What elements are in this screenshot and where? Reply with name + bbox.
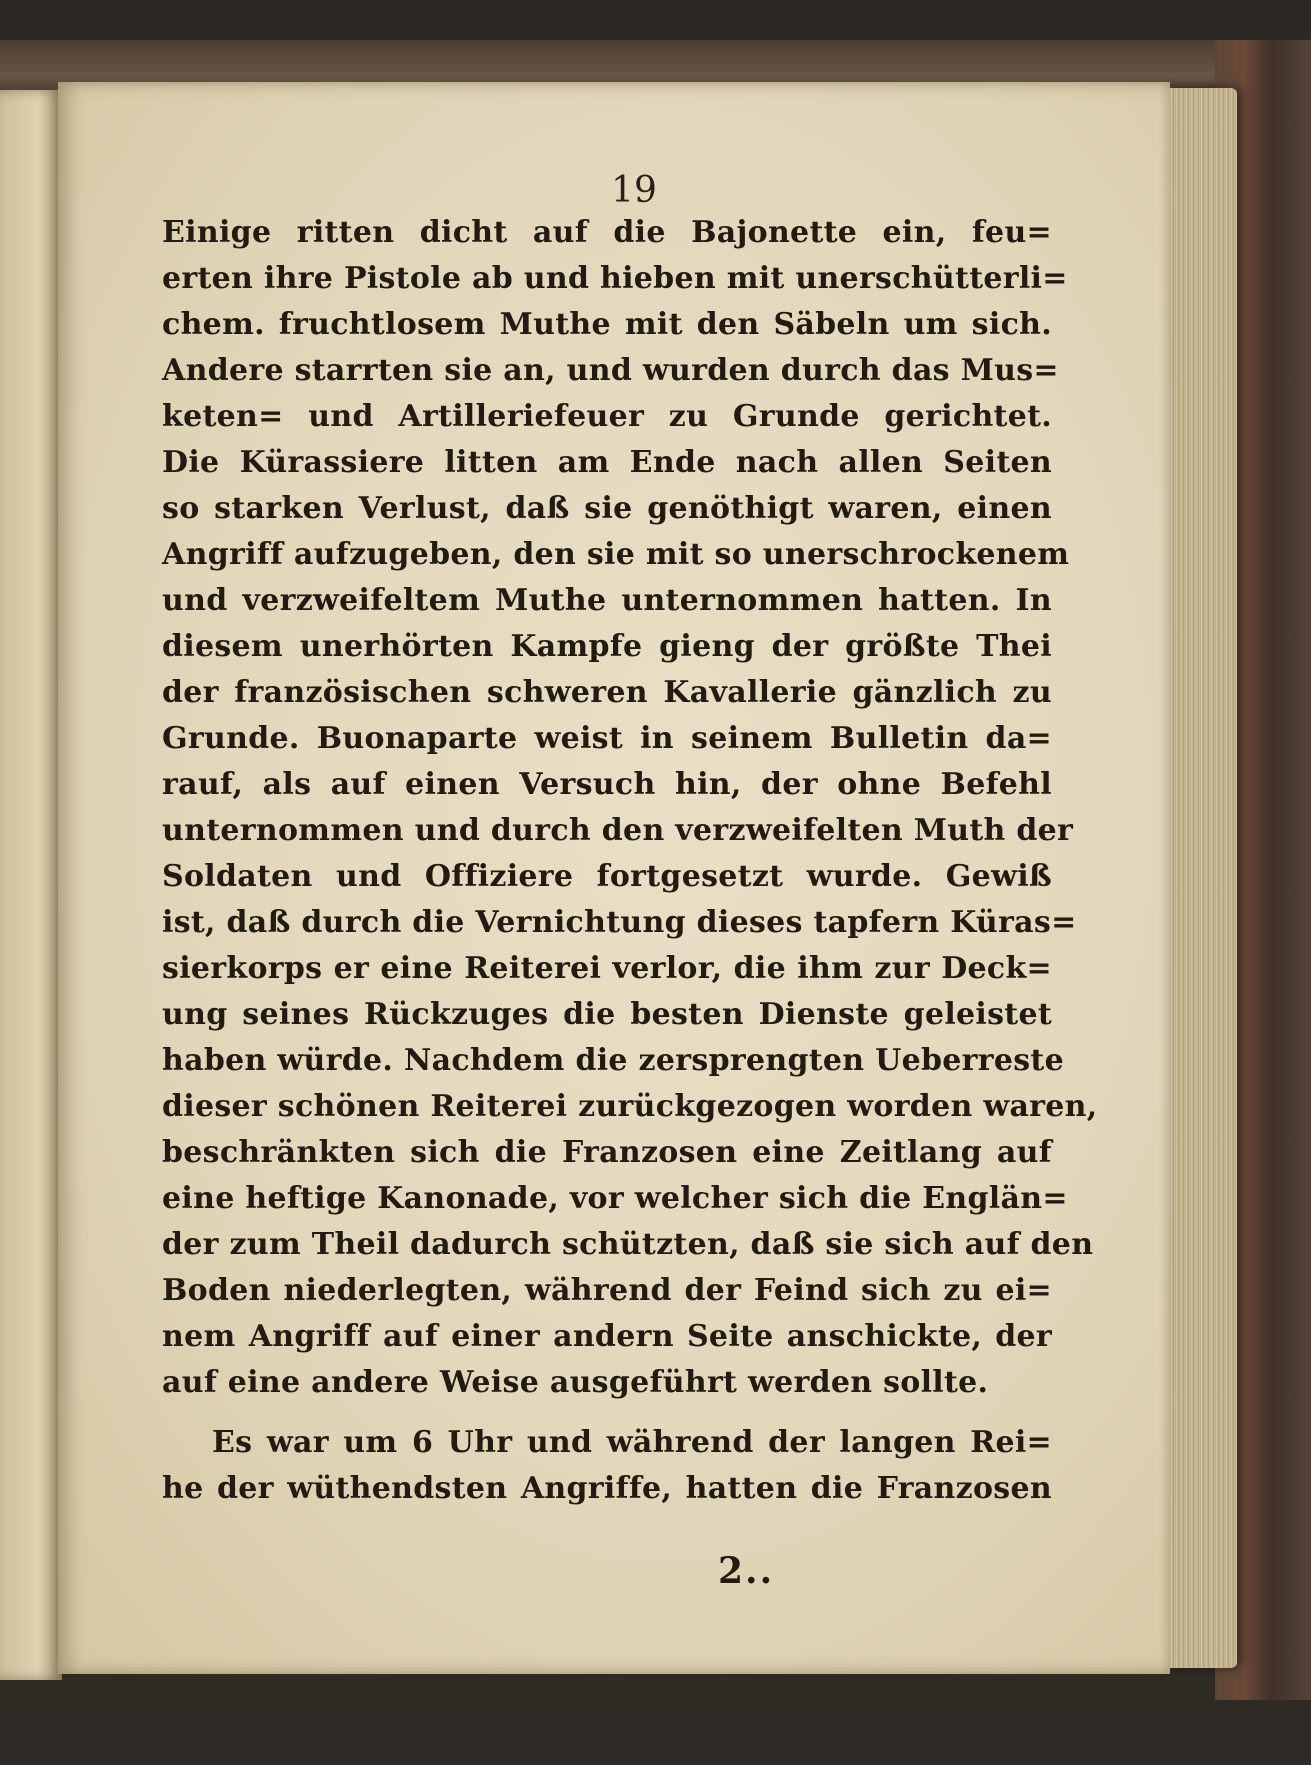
signature-mark: 2.. xyxy=(718,1550,775,1592)
text-line: und verzweifeltem Muthe unternommen hatten. In xyxy=(162,583,1052,618)
text-line: ist, daß durch die Vernichtung dieses tapfern Küras= xyxy=(162,905,1077,940)
text-line: ung seines Rückzuges die besten Dienste geleistet xyxy=(162,997,1052,1032)
text-line: Boden niederlegten, während der Feind sich zu ei= xyxy=(162,1273,1052,1308)
text-line: nem Angriff auf einer andern Seite anschickte, der xyxy=(162,1319,1052,1354)
text-line: Angriff aufzugeben, den sie mit so unerschrockenem xyxy=(162,537,1070,572)
text-line: so starken Verlust, daß sie genöthigt waren, einen xyxy=(162,491,1052,526)
text-line: keten= und Artilleriefeuer zu Grunde gerichtet. xyxy=(162,399,1052,434)
text-line: sierkorps er eine Reiterei verlor, die ihm zur Deck= xyxy=(162,951,1052,986)
text-line: he der wüthendsten Angriffe, hatten die Franzosen xyxy=(162,1471,1052,1506)
page-text xyxy=(162,210,1098,1512)
text-line: Grunde. Buonaparte weist in seinem Bulletin da= xyxy=(162,721,1052,756)
text-line: rauf, als auf einen Versuch hin, der ohne Befehl xyxy=(162,767,1052,802)
text-line: chem. fruchtlosem Muthe mit den Säbeln um sich. xyxy=(162,307,1052,342)
page-number: 19 xyxy=(611,170,657,211)
text-line: Einige ritten dicht auf die Bajonette ein, feu= xyxy=(162,215,1052,250)
text-line: unternommen und durch den verzweifelten Muth der xyxy=(162,813,1074,848)
text-line: der französischen schweren Kavallerie gänzlich zu xyxy=(162,675,1052,710)
text-line: eine heftige Kanonade, vor welcher sich die Englän= xyxy=(162,1181,1068,1216)
text-line: Es war um 6 Uhr und während der langen Rei= xyxy=(212,1425,1052,1460)
text-line: beschränkten sich die Franzosen eine Zeitlang auf xyxy=(162,1135,1052,1170)
page-block-edges xyxy=(1165,88,1237,1668)
text-line: Soldaten und Offiziere fortgesetzt wurde. Gewiß xyxy=(162,859,1052,894)
text-line: erten ihre Pistole ab und hieben mit unerschütterli= xyxy=(162,261,1068,296)
text-line: der zum Theil dadurch schützten, daß sie sich auf den xyxy=(162,1227,1094,1262)
text-line: Die Kürassiere litten am Ende nach allen Seiten xyxy=(162,445,1052,480)
text-line: auf eine andere Weise ausgeführt werden sollte. xyxy=(162,1365,989,1400)
text-line: diesem unerhörten Kampfe gieng der größte Thei xyxy=(162,629,1052,664)
text-line: haben würde. Nachdem die zersprengten Ueberreste xyxy=(162,1043,1064,1078)
text-line: Andere starrten sie an, und wurden durch das Mus= xyxy=(162,353,1059,388)
left-facing-page xyxy=(0,90,62,1680)
book-page xyxy=(58,82,1170,1674)
text-line: dieser schönen Reiterei zurückgezogen worden waren, xyxy=(162,1089,1098,1124)
